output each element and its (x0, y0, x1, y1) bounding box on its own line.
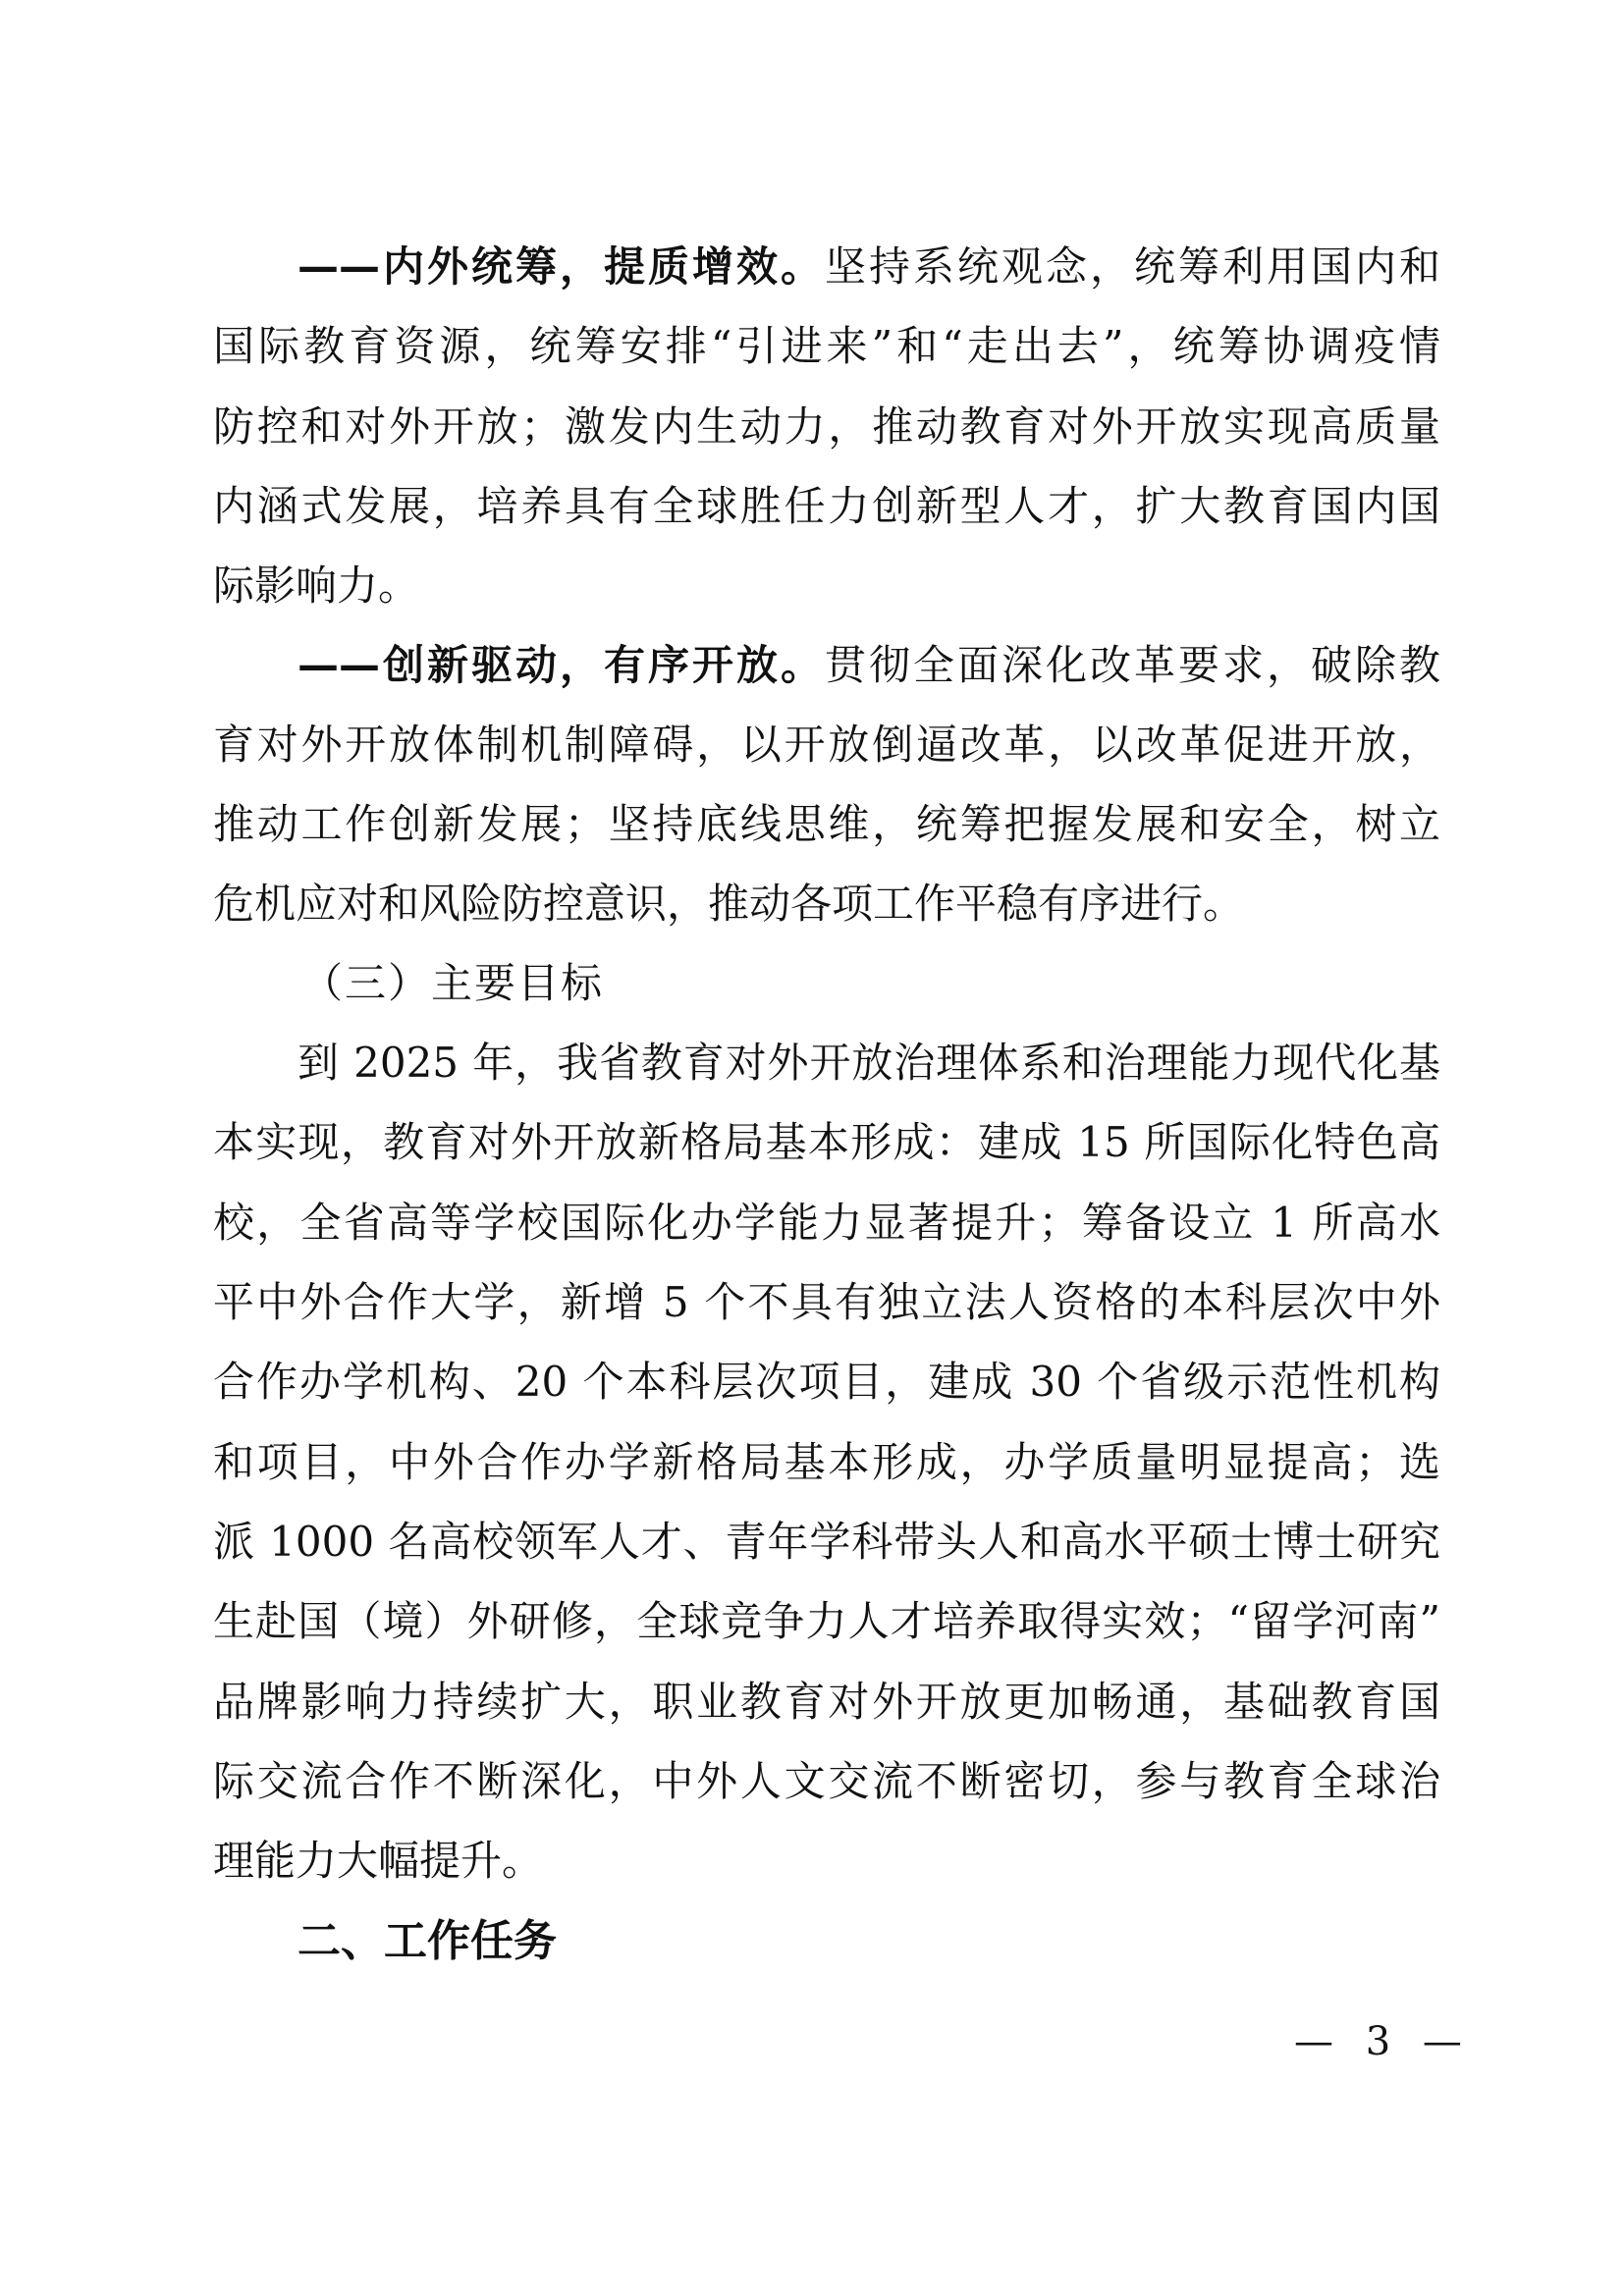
goals-line-11: 理能力大幅提升。 (213, 1837, 544, 1885)
page-number: — 3 — (1294, 2019, 1472, 2064)
principle-2-line-4: 危机应对和风险防控意识，推动各项工作平稳有序进行。 (213, 880, 1245, 928)
goals-line-2: 本实现，教育对外开放新格局基本形成：建成 15 所国际化特色高 (213, 1118, 1440, 1166)
goals-line-3: 校，全省高等学校国际化办学能力显著提升；筹备设立 1 所高水 (213, 1199, 1440, 1247)
principle-1-line-5: 际影响力。 (213, 561, 420, 610)
goals-line-4: 平中外合作大学，新增 5 个不具有独立法人资格的本科层次中外 (213, 1278, 1440, 1326)
principle-1-line-2: 国际教育资源，统筹安排“引进来”和“走出去”，统筹协调疫情 (213, 322, 1440, 370)
principle-2-text: 贯彻全面深化改革要求，破除教 (825, 641, 1440, 689)
principle-2-line-2: 育对外开放体制机制障碍，以开放倒逼改革，以改革促进开放， (213, 721, 1440, 769)
principle-1-line-1 (298, 228, 1440, 306)
section-heading-main-goals: （三）主要目标 (301, 959, 605, 1007)
principle-2-line-3: 推动工作创新发展；坚持底线思维，统筹把握发展和安全，树立 (213, 800, 1440, 848)
goals-line-1: 到 2025 年，我省教育对外开放治理体系和治理能力现代化基 (298, 1039, 1440, 1087)
goals-line-10: 际交流合作不断深化，中外人文交流不断密切，参与教育全球治 (213, 1757, 1440, 1805)
goals-line-9: 品牌影响力持续扩大，职业教育对外开放更加畅通，基础教育国 (213, 1678, 1440, 1726)
goals-line-5: 合作办学机构、20 个本科层次项目，建成 30 个省级示范性机构 (213, 1358, 1440, 1406)
principle-1-text: 坚持系统观念，统筹利用国内和 (825, 242, 1440, 291)
section-heading-work-tasks: 二、工作任务 (298, 1916, 557, 1966)
principle-2-line-1 (298, 626, 1440, 705)
principle-1-line-4: 内涵式发展，培养具有全球胜任力创新型人才，扩大教育国内国 (213, 482, 1440, 530)
goals-line-7: 派 1000 名高校领军人才、青年学科带头人和高水平硕士博士研究 (213, 1518, 1440, 1566)
goals-line-8: 生赴国（境）外研修，全球竞争力人才培养取得实效；“留学河南” (213, 1597, 1440, 1645)
goals-line-6: 和项目，中外合作办学新格局基本形成，办学质量明显提高；选 (213, 1438, 1440, 1486)
principle-1-line-3: 防控和对外开放；激发内生动力，推动教育对外开放实现高质量 (213, 402, 1440, 451)
principle-1-lead: ——内外统筹，提质增效。 (298, 242, 825, 291)
principle-2-lead: ——创新驱动，有序开放。 (298, 641, 825, 689)
